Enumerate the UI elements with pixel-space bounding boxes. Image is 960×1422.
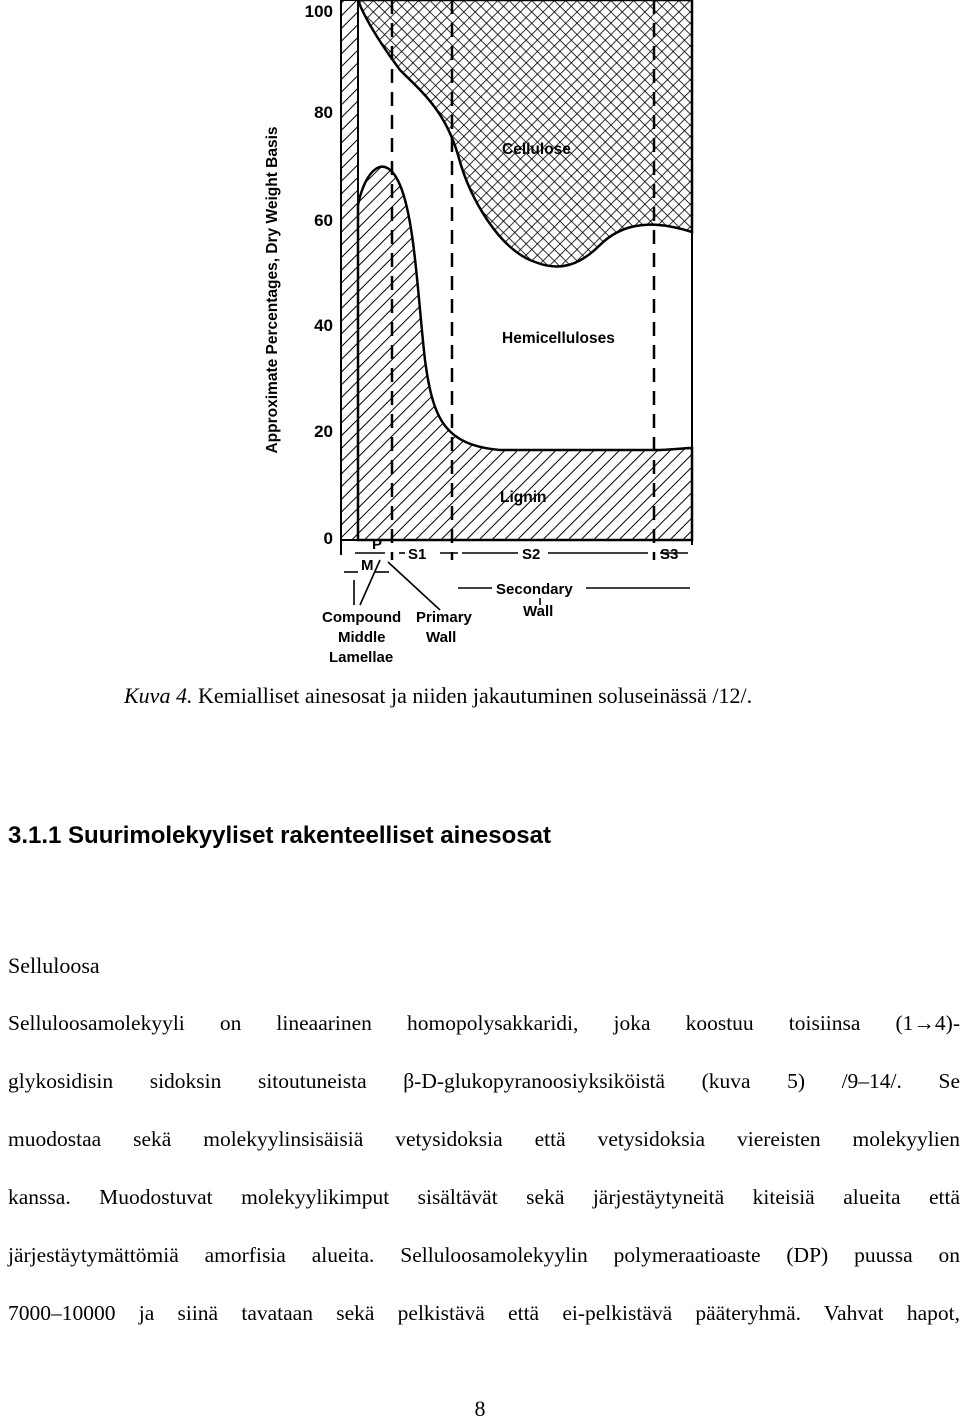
y-tick-60: 60	[314, 211, 333, 230]
y-tick-100: 100	[304, 2, 333, 21]
y-tick-20: 20	[314, 422, 333, 441]
paragraph-line: Selluloosamolekyyli on lineaarinen homopolysakkaridi, joka koostuu toisiinsa (1→4)-	[8, 1011, 960, 1035]
cell-wall-composition-figure	[250, 0, 710, 670]
compound-label-line3: Lamellae	[329, 649, 394, 666]
caption-text: Kemialliset ainesosat ja niiden jakautuminen soluseinässä /12/.	[192, 683, 753, 708]
subheading: Selluloosa	[8, 953, 100, 978]
layer-label-p: P	[372, 536, 383, 553]
primary-wall-label-line1: Primary	[416, 609, 472, 626]
layer-label-s2: S2	[522, 546, 541, 563]
paragraph-line: kanssa. Muodostuvat molekyylikimput sisältävät sekä järjestäytyneitä kiteisiä alueita että	[8, 1185, 960, 1209]
y-axis-title: Approximate Percentages, Dry Weight Basis	[264, 126, 281, 454]
paragraph-line: glykosidisin sidoksin sitoutuneista β-D-glukopyranoosiyksiköistä (kuva 5) /9–14/. Se	[8, 1069, 960, 1093]
layer-label-m: M	[361, 557, 374, 574]
caption-label: Kuva 4.	[124, 683, 193, 708]
cellulose-label: Cellulose	[502, 141, 571, 158]
compound-label-line2: Middle	[338, 629, 386, 646]
y-tick-40: 40	[314, 316, 333, 335]
secondary-wall-label-line2: Wall	[523, 603, 554, 620]
page-number: 8	[474, 1396, 486, 1421]
y-tick-0: 0	[323, 529, 333, 548]
paragraph-line: 7000–10000 ja siinä tavataan sekä pelkistävä että ei-pelkistävä pääteryhmä. Vahvat hapot,	[8, 1301, 960, 1325]
paragraph-line: järjestäytymättömiä amorfisia alueita. Selluloosamolekyylin polymeraatioaste (DP) puussa on	[8, 1243, 960, 1267]
compound-label-line1: Compound	[322, 609, 402, 626]
hemicelluloses-label: Hemicelluloses	[502, 330, 615, 347]
lignin-label: Lignin	[500, 489, 547, 506]
layer-label-s1: S1	[408, 546, 427, 563]
primary-wall-label-line2: Wall	[426, 629, 457, 646]
figure-caption	[124, 683, 752, 709]
middle-lamella-region	[341, 0, 358, 540]
secondary-wall-label-line1: Secondary	[496, 581, 573, 598]
section-heading: 3.1.1 Suurimolekyyliset rakenteelliset ainesosat	[8, 822, 551, 849]
layer-label-s3: S3	[660, 546, 679, 563]
paragraph-line: muodostaa sekä molekyylinsisäisiä vetysidoksia että vetysidoksia viereisten molekyylien	[8, 1127, 960, 1151]
y-tick-80: 80	[314, 103, 333, 122]
